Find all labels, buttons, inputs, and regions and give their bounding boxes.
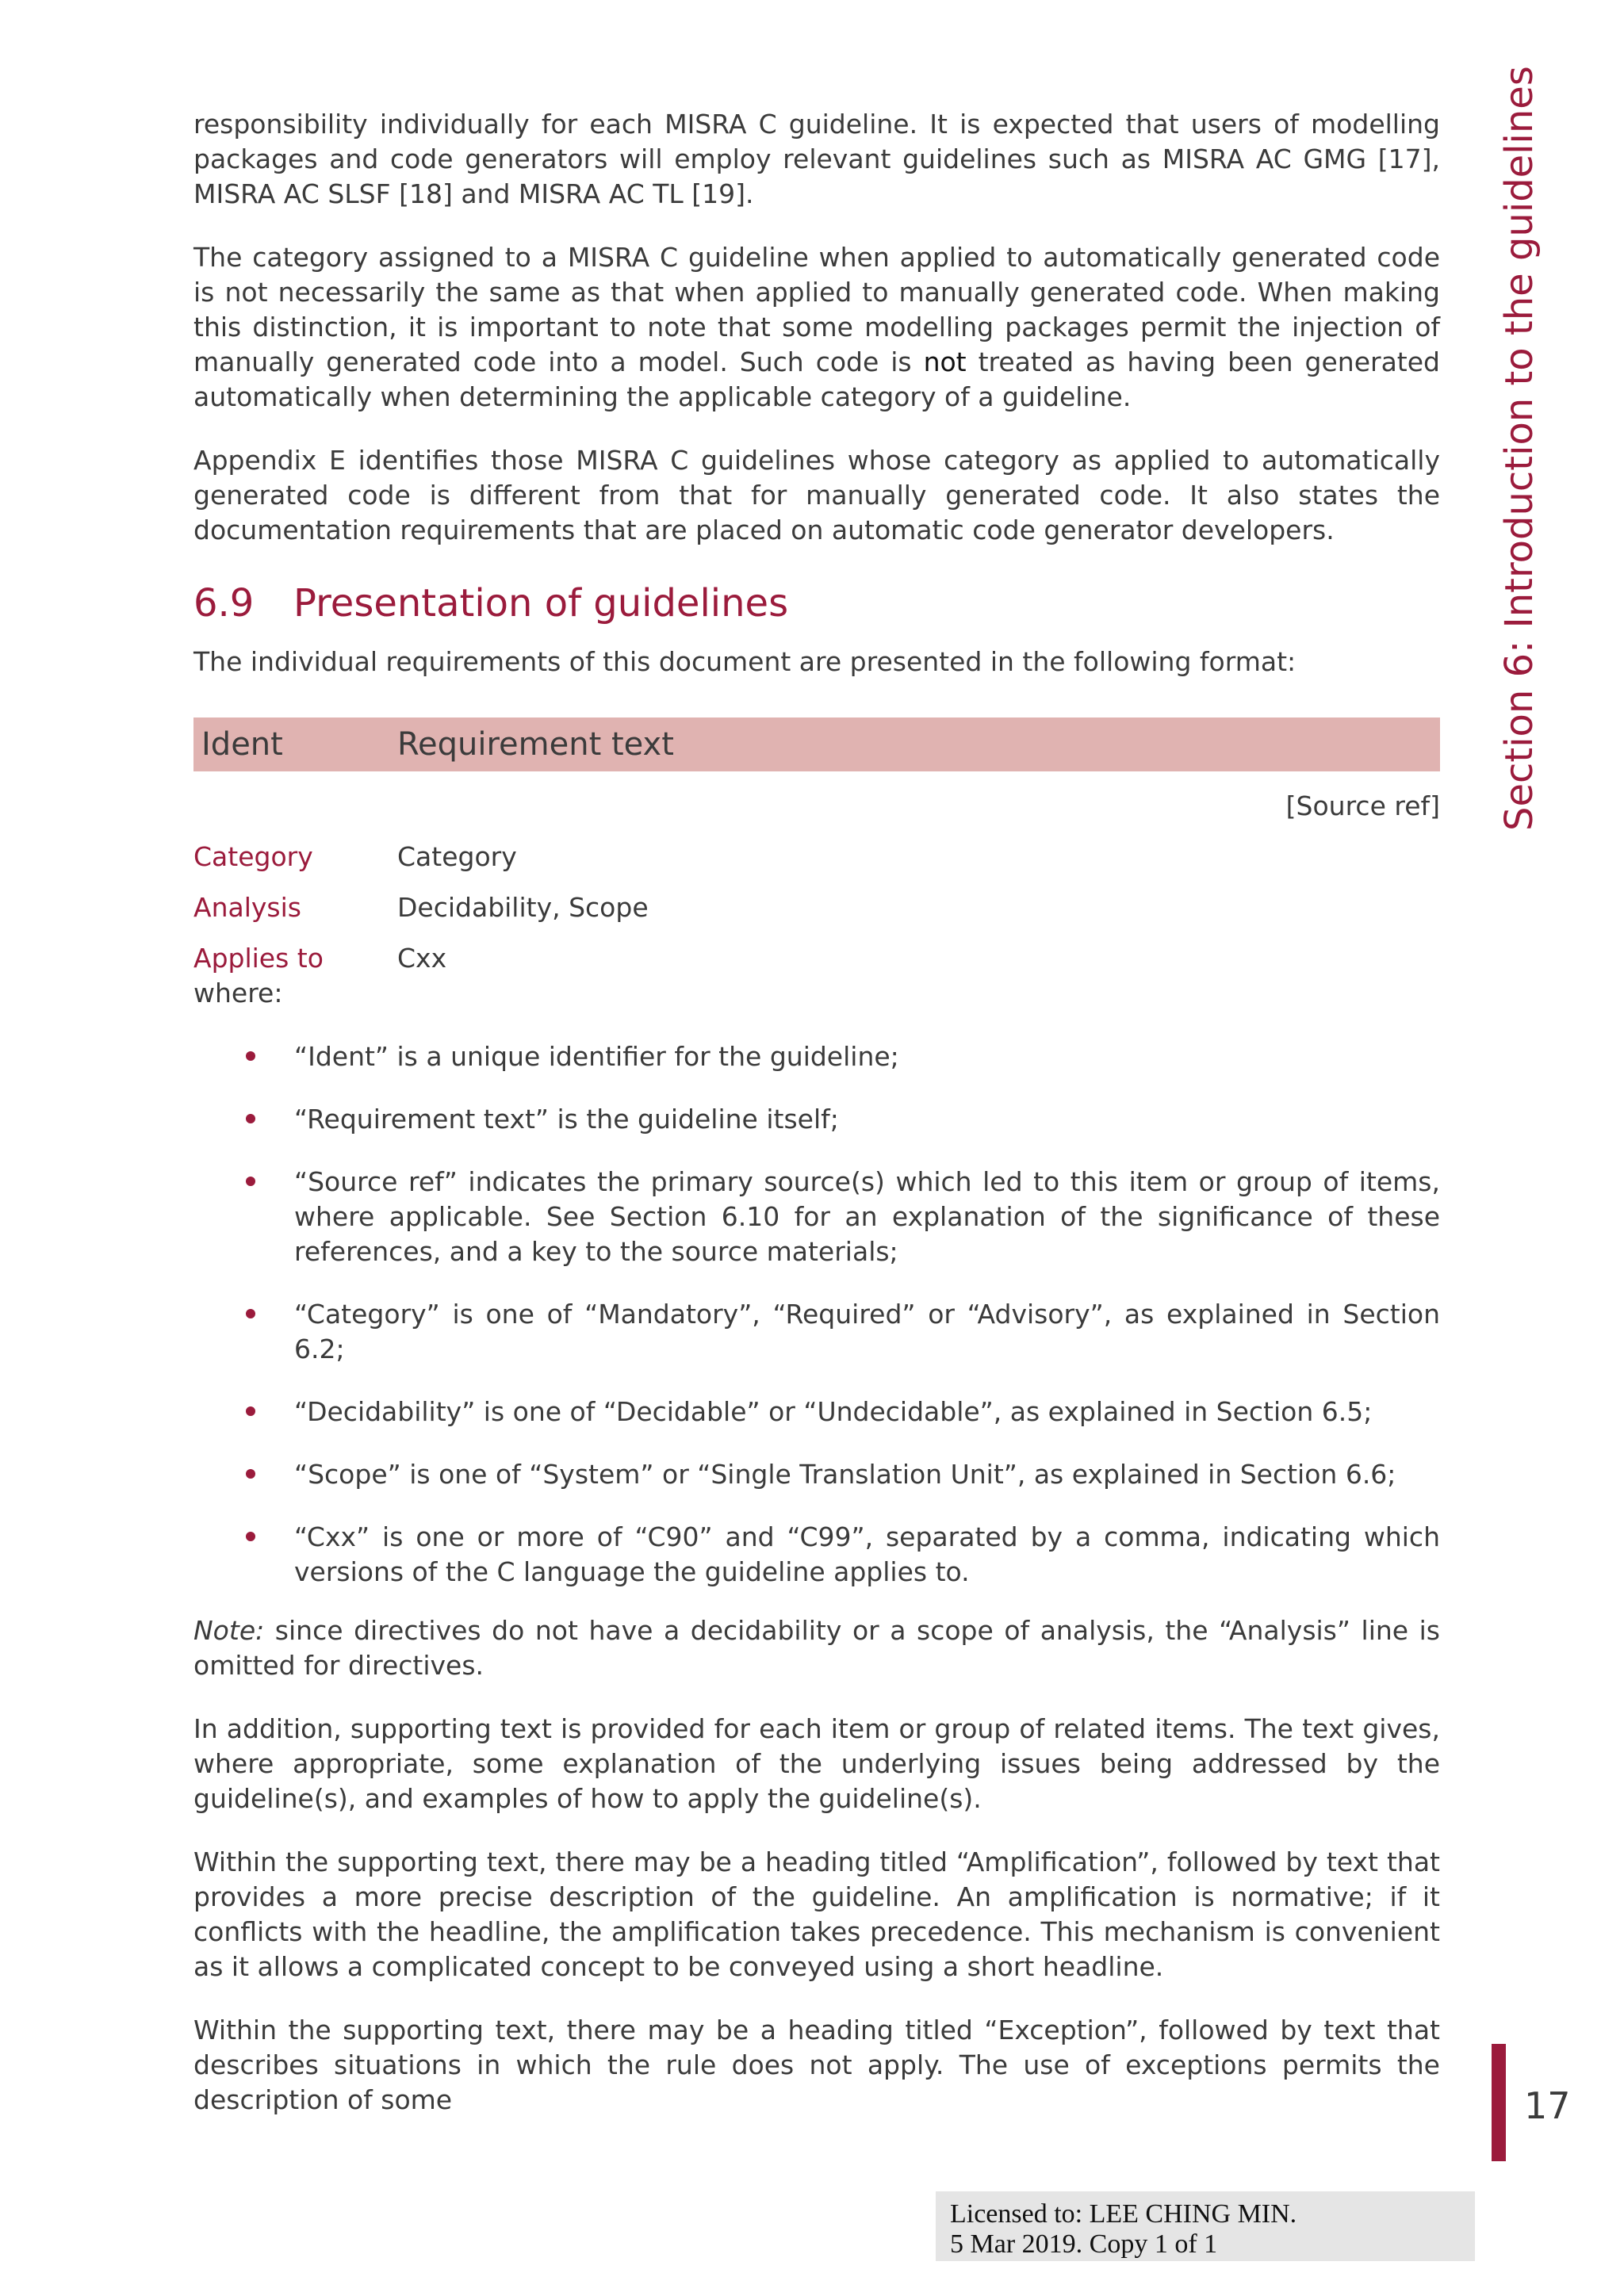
- format-value-applies-to: Cxx: [397, 943, 447, 974]
- paragraph-note: [193, 1613, 1440, 1683]
- section-number: 6.9: [193, 581, 255, 626]
- paragraph-exception: Within the supporting text, there may be a heading titled “Exception”, followed by text that describes situations in which the rule does not apply. The use of exceptions permits the description of some: [193, 2015, 1440, 2115]
- list-item: [193, 1297, 1440, 1367]
- format-key-applies-to: Applies to: [193, 943, 324, 974]
- format-row-category: [193, 840, 1440, 874]
- format-key-category: Category: [193, 841, 313, 872]
- field-definition-list: [193, 1039, 1440, 1590]
- format-row-applies-to: [193, 941, 1440, 976]
- section-side-title: Section 6: Introduction to the guidelines: [1497, 66, 1542, 831]
- bullet-icon: [246, 1309, 255, 1318]
- license-line-2: 5 Mar 2019. Copy 1 of 1: [950, 2229, 1218, 2259]
- list-item: [193, 1039, 1440, 1074]
- list-item-text: “Category” is one of “Mandatory”, “Required” or “Advisory”, as explained in Section 6.2;: [294, 1299, 1440, 1364]
- license-line-1: Licensed to: LEE CHING MIN.: [950, 2199, 1297, 2229]
- section-lead: The individual requirements of this document are presented in the following format:: [193, 646, 1297, 677]
- bullet-icon: [246, 1532, 255, 1541]
- format-requirement-text: Requirement text: [397, 726, 674, 763]
- list-item-text: “Decidability” is one of “Decidable” or “Undecidable”, as explained in Section 6.5;: [294, 1396, 1373, 1427]
- paragraph-intro-2: [193, 240, 1440, 415]
- bullet-icon: [246, 1469, 255, 1479]
- format-key-analysis: Analysis: [193, 892, 301, 923]
- list-item-text: “Scope” is one of “System” or “Single Translation Unit”, as explained in Section 6.6;: [294, 1459, 1396, 1490]
- bullet-icon: [246, 1177, 255, 1186]
- section-title: Presentation of guidelines: [293, 581, 789, 626]
- format-source-ref: [Source ref]: [1285, 790, 1440, 821]
- note-text: since directives do not have a decidability or a scope of analysis, the “Analysis” line is omitted for directives.: [193, 1615, 1440, 1681]
- bullet-icon: [246, 1406, 255, 1416]
- page-content: [193, 107, 1440, 2146]
- paragraph-intro-2-end: treated as having been generated automatically when determining the applicable category of a guideline.: [193, 346, 1440, 412]
- paragraph-supporting-text: In addition, supporting text is provided for each item or group of related items. The text gives, where appropriate, some explanation of the underlying issues being addressed by the guideline(s), and examples of how to apply the guideline(s).: [193, 1713, 1440, 1814]
- list-item: [193, 1165, 1440, 1269]
- page-number: 17: [1524, 2084, 1571, 2127]
- format-ident: Ident: [201, 726, 283, 763]
- bullet-icon: [246, 1051, 255, 1061]
- emphasis-not: not: [923, 346, 967, 377]
- license-stamp: [936, 2191, 1475, 2261]
- bullet-icon: [246, 1114, 255, 1123]
- list-item: [193, 1520, 1440, 1590]
- paragraph-intro-1: responsibility individually for each MISRA C guideline. It is expected that users of modelling packages and code generators will employ relevant guidelines such as MISRA AC GMG [17], MISRA AC SLSF [18] and MISRA AC TL [19].: [193, 109, 1440, 209]
- list-item: [193, 1395, 1440, 1429]
- list-item-text: “Cxx” is one or more of “C90” and “C99”, separated by a comma, indicating which versions of the C language the guideline applies to.: [294, 1521, 1440, 1587]
- where-label: where:: [193, 978, 283, 1008]
- list-item-text: “Ident” is a unique identifier for the guideline;: [294, 1041, 899, 1072]
- section-heading: [193, 580, 1440, 627]
- paragraph-intro-2-start: The category assigned to a MISRA C guideline when applied to automatically generated code is not necessarily the same as that when applied to manually generated code. When making this distinction, it is important to note that some modelling packages permit the injection of manually generated code into a model. Such code is: [193, 242, 1440, 377]
- format-value-analysis: Decidability, Scope: [397, 892, 649, 923]
- list-item: [193, 1102, 1440, 1137]
- format-row-analysis: [193, 890, 1440, 925]
- note-label: Note:: [193, 1615, 265, 1646]
- list-item-text: “Requirement text” is the guideline itself;: [294, 1104, 839, 1135]
- paragraph-intro-3: Appendix E identifies those MISRA C guidelines whose category as applied to automatically generated code is different from that for manually generated code. It also states the documentation requirements that are placed on automatic code generator developers.: [193, 445, 1440, 545]
- format-ident-bar: [193, 718, 1440, 771]
- format-value-category: Category: [397, 841, 517, 872]
- paragraph-amplification: Within the supporting text, there may be a heading titled “Amplification”, followed by text that provides a more precise description of the guideline. An amplification is normative; if it conflicts with the headline, the amplification takes precedence. This mechanism is convenient as it allows a complicated concept to be conveyed using a short headline.: [193, 1846, 1440, 1982]
- list-item-text: “Source ref” indicates the primary source(s) which led to this item or group of items, where applicable. See Section 6.10 for an explanation of the significance of these references, and a key to the source materials;: [294, 1166, 1440, 1267]
- page-number-bar: [1492, 2044, 1506, 2161]
- list-item: [193, 1457, 1440, 1492]
